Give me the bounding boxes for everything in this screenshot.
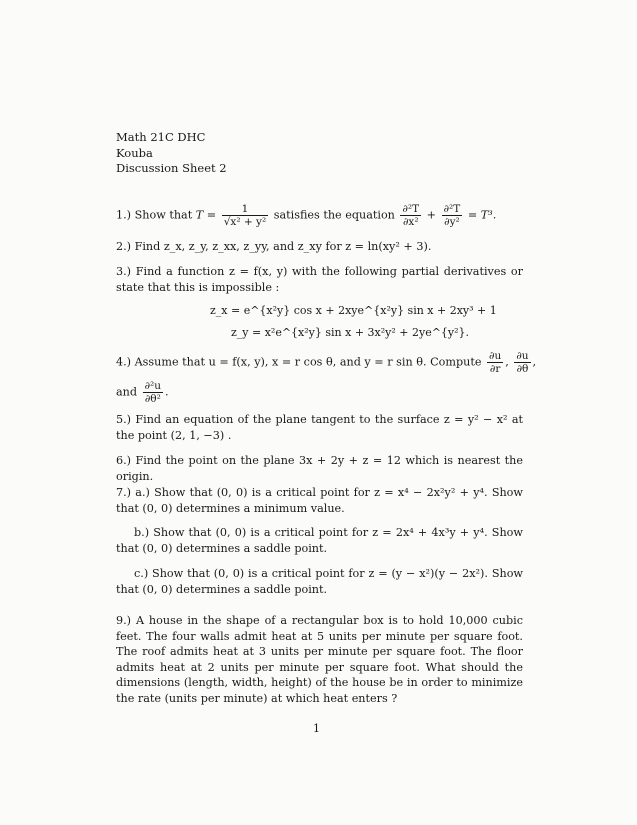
partial-numerator: ∂u <box>516 350 529 362</box>
partial-denominator: ∂θ² <box>144 393 161 405</box>
partial-u-r <box>487 350 503 375</box>
course-title: Math 21C DHC <box>116 130 206 144</box>
partial-numerator: ∂²T <box>402 203 420 215</box>
plus-sign: + <box>426 208 437 222</box>
problem-1-lhs: T = <box>195 208 217 222</box>
problem-3-equation-1: z_x = e^{x²y} cos x + 2xye^{x²y} sin x + 2xy³ + 1 <box>210 304 497 317</box>
problem-7c: c.) Show that (0, 0) is a critical point for z = (y − x²)(y − 2x²). Show that (0, 0) determines a saddle point. <box>116 567 523 596</box>
partial-denominator: ∂θ <box>516 363 529 375</box>
problem-3-equation-2: z_y = x²e^{x²y} sin x + 3x²y² + 2ye^{y²}. <box>231 326 470 339</box>
problem-4-continued: and $\frac{\text{∂²u}}{\text{∂θ²}}$ . <box>116 380 169 405</box>
problem-1-fraction <box>222 203 268 228</box>
problem-1 <box>116 203 523 228</box>
partial-u-theta <box>514 350 530 375</box>
instructor-name: Kouba <box>116 145 153 160</box>
problem-2: 2.) Find z_x, z_y, z_xx, z_yy, and z_xy for z = ln(xy² + 3). <box>116 240 432 253</box>
problem-6: 6.) Find the point on the plane 3x + 2y + z = 12 which is nearest the origin. <box>116 454 523 483</box>
problem-1-lead: 1.) Show that <box>116 208 196 222</box>
partial-numerator: ∂u <box>489 350 502 362</box>
problem-4-and: and <box>116 385 138 399</box>
problem-7a: 7.) a.) Show that (0, 0) is a critical point for z = x⁴ − 2x²y² + y⁴. Show that (0, 0) determines a minimum value. <box>116 486 523 515</box>
partial-denominator: ∂r <box>489 363 501 375</box>
problem-4-text: 4.) Assume that u = f(x, y), x = r cos θ, and y = r sin θ. Compute <box>116 355 482 369</box>
problem-1-rhs: = T³. <box>467 208 497 222</box>
partial-numerator: ∂²u <box>144 380 162 392</box>
problem-9: 9.) A house in the shape of a rectangular box is to hold 10,000 cubic feet. The four walls admit heat at 5 units per minute per square foot. The roof admits heat at 3 units per minute per square foot. The floor admits heat at 2 units per minute per square foot. What should the dimensions (length, width, height) of the house be in order to minimize the rate (units per minute) at which heat enters ? <box>116 614 523 705</box>
second-partial-u-theta <box>143 380 163 405</box>
sheet-title: Discussion Sheet 2 <box>116 161 227 175</box>
partial-denominator: ∂x² <box>403 216 419 228</box>
partial-denominator: ∂y² <box>444 216 460 228</box>
fraction-numerator: 1 <box>222 203 268 216</box>
problem-7b: b.) Show that (0, 0) is a critical point for z = 2x⁴ + 4x³y + y⁴. Show that (0, 0) determines a saddle point. <box>116 526 523 555</box>
problem-5: 5.) Find an equation of the plane tangent to the surface z = y² − x² at the point (2, 1, −3) . <box>116 413 523 442</box>
document-header <box>116 130 227 177</box>
problem-3: 3.) Find a function z = f(x, y) with the following partial derivatives or state that this is impossible : <box>116 265 523 294</box>
second-partial-y <box>442 203 463 228</box>
problem-1-mid: satisfies the equation <box>273 208 395 222</box>
problem-4: 4.) Assume that u = f(x, y), x = r cos θ, and y = r sin θ. Compute $\frac{\partial u}{\partial r}$ , $\frac{\partial u}{\partial\theta}$ , <box>116 350 537 375</box>
fraction-denominator: √x² + y² <box>223 216 267 228</box>
partial-numerator: ∂²T <box>443 203 461 215</box>
second-partial-x <box>400 203 421 228</box>
page-number: 1 <box>313 722 320 735</box>
